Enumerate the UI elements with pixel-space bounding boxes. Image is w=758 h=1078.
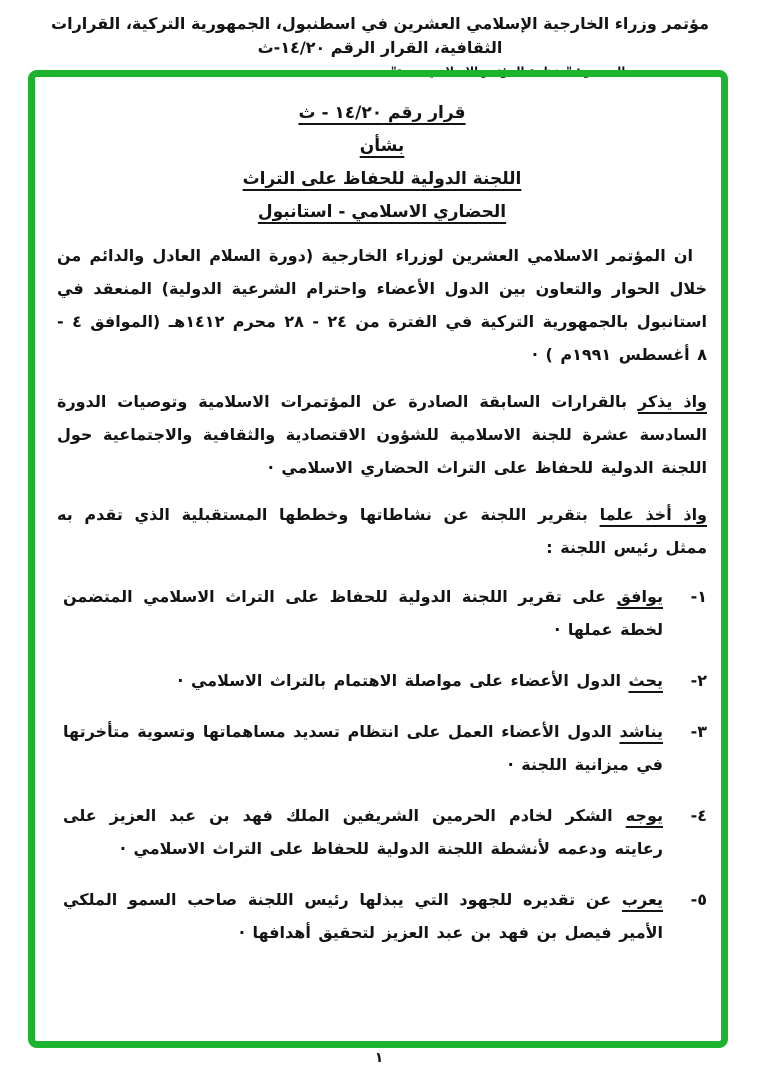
item-body: عن تقديره للجهود التي يبذلها رئيس اللجنة صاحب السمو الملكي الأمير فيصل بن فهد بن عبد العزيز لتحقيق أهدافها · bbox=[63, 890, 663, 942]
title-line-committee: اللجنة الدولية للحفاظ على التراث bbox=[242, 169, 522, 189]
preamble-paragraph-1 bbox=[57, 239, 707, 371]
item-body: الدول الأعضاء العمل على انتظام تسديد مساهماتها وتسوية متأخرتها في ميزانية اللجنة · bbox=[63, 722, 663, 774]
resolution-item-5 bbox=[57, 883, 707, 949]
paragraph-body: بالقرارات السابقة الصادرة عن المؤتمرات الاسلامية وتوصيات الدورة السادسة عشرة للجنة الاسلامية للشؤون الاقتصادية والثقافية والاجتماعية حول اللجنة الدولية للحفاظ على التراث الحضاري الاسلامي · bbox=[57, 392, 707, 477]
item-text bbox=[57, 799, 663, 865]
paragraph-body: بتقرير اللجنة عن نشاطاتها وخططها المستقبلية الذي تقدم به ممثل رئيس اللجنة : bbox=[57, 505, 707, 557]
item-lead: يوافق bbox=[616, 587, 663, 606]
item-number: ٤- bbox=[690, 806, 707, 825]
item-body: الدول الأعضاء على مواصلة الاهتمام بالتراث الاسلامي · bbox=[177, 671, 629, 690]
title-line-regarding: بشأن bbox=[359, 136, 405, 156]
resolution-item-3 bbox=[57, 715, 707, 781]
item-number: ١- bbox=[690, 587, 707, 606]
document-header bbox=[18, 12, 742, 78]
item-text bbox=[57, 883, 663, 949]
item-lead: يحث bbox=[628, 671, 663, 690]
item-number: ٣- bbox=[690, 722, 707, 741]
title-line-heritage: الحضاري الاسلامي - استانبول bbox=[257, 202, 507, 222]
resolution-item-2 bbox=[57, 664, 707, 697]
item-body: على تقرير اللجنة الدولية للحفاظ على التراث الاسلامي المتضمن لخطة عملها · bbox=[63, 587, 663, 639]
item-lead: يوجه bbox=[625, 806, 663, 825]
resolution-item-1 bbox=[57, 580, 707, 646]
header-title: مؤتمر وزراء الخارجية الإسلامي العشرين في اسطنبول، الجمهورية التركية، القرارات الثقافية، القرار الرقم ١٤/٢٠-ث bbox=[51, 14, 709, 57]
item-number: ٥- bbox=[690, 890, 707, 909]
item-lead: يعرب bbox=[621, 890, 663, 909]
item-body: الشكر لخادم الحرمين الشريفين الملك فهد بن عبد العزيز على رعايته ودعمه لأنشطة اللجنة الدولية للحفاظ على التراث الاسلامي · bbox=[63, 806, 663, 858]
title-line-number: قرار رقم ١٤/٢٠ - ث bbox=[298, 103, 466, 123]
item-number: ٢- bbox=[690, 671, 707, 690]
preamble-paragraph-3 bbox=[57, 498, 707, 564]
resolution-item-4 bbox=[57, 799, 707, 865]
resolution-title-block bbox=[57, 97, 707, 229]
item-text bbox=[57, 715, 663, 781]
preamble-paragraph-2 bbox=[57, 385, 707, 484]
item-text bbox=[57, 664, 663, 697]
item-text bbox=[57, 580, 663, 646]
green-highlight-frame bbox=[28, 70, 728, 1048]
paragraph-lead: واذ يذكر bbox=[637, 392, 707, 411]
item-lead: يناشد bbox=[619, 722, 663, 741]
page-number: ١ bbox=[374, 1050, 384, 1066]
paragraph-lead: واذ أخذ علما bbox=[599, 505, 707, 524]
header-source: المصدر : "منظمة المؤتمر الاسلامي، جدة" bbox=[390, 64, 626, 78]
paragraph-body: ان المؤتمر الاسلامي العشرين لوزراء الخارجية (دورة السلام العادل والدائم من خلال الحوار والتعاون بين الدول الأعضاء واحترام الشرعية الدولية) المنعقد في استانبول بالجمهورية التركية في الفترة من ٢٤ - ٢٨ محرم ١٤١٢هـ (الموافق ٤ - ٨ أغسطس ١٩٩١م ) · bbox=[57, 246, 708, 364]
